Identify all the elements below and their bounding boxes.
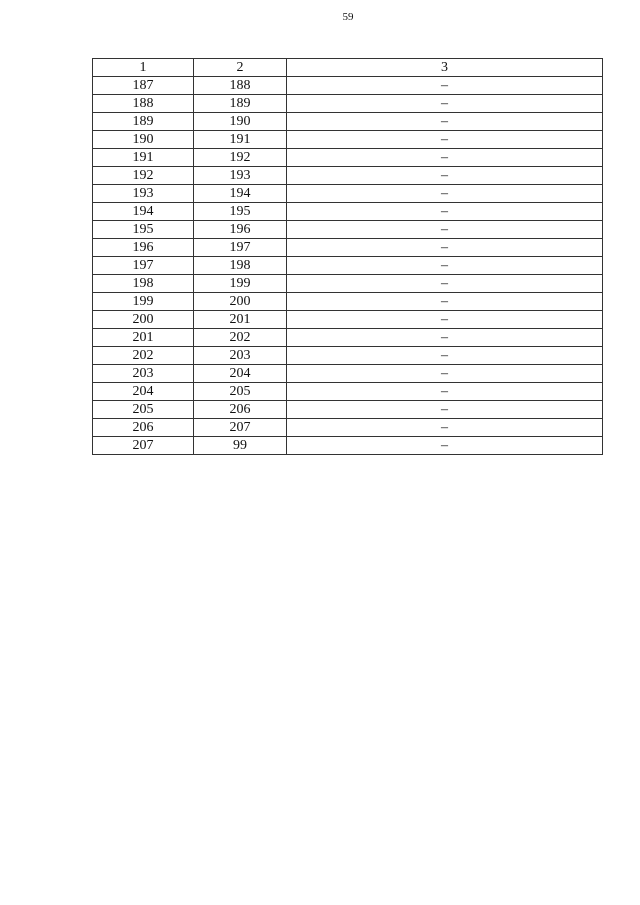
table-cell: 198 [93,275,194,293]
column-header: 3 [287,59,603,77]
table-row [93,365,603,383]
table-cell: – [287,167,603,185]
table-cell: 197 [194,239,287,257]
table-cell: 205 [93,401,194,419]
table-cell: 195 [194,203,287,221]
table-row [93,383,603,401]
table-cell: 195 [93,221,194,239]
table-cell: 192 [93,167,194,185]
table-row [93,221,603,239]
table-row [93,149,603,167]
table-cell: – [287,347,603,365]
table-cell: – [287,239,603,257]
table-row [93,131,603,149]
table-cell: 194 [93,203,194,221]
table-cell: – [287,401,603,419]
table-cell: 190 [93,131,194,149]
table-cell: 199 [93,293,194,311]
table-cell: – [287,131,603,149]
table-cell: 187 [93,77,194,95]
table-row [93,293,603,311]
table-cell: 193 [194,167,287,185]
table-row [93,95,603,113]
table-row [93,347,603,365]
column-header: 1 [93,59,194,77]
table-cell: 201 [194,311,287,329]
data-table [92,58,603,455]
table-cell: 198 [194,257,287,275]
table-cell: 189 [93,113,194,131]
table-cell: 203 [93,365,194,383]
table-cell: 202 [194,329,287,347]
table-cell: 191 [93,149,194,167]
table-cell: – [287,311,603,329]
table-cell: 204 [194,365,287,383]
table-cell: 191 [194,131,287,149]
table-row [93,77,603,95]
table-cell: 200 [93,311,194,329]
table-cell: 196 [194,221,287,239]
table-cell: 199 [194,275,287,293]
table-cell: 201 [93,329,194,347]
table-row [93,167,603,185]
table-cell: – [287,365,603,383]
table-cell: – [287,95,603,113]
table-cell: 193 [93,185,194,203]
table-row [93,275,603,293]
table-cell: – [287,419,603,437]
table-cell: 192 [194,149,287,167]
table-header-row [93,59,603,77]
table-row [93,203,603,221]
table-cell: – [287,185,603,203]
column-header: 2 [194,59,287,77]
table-cell: 190 [194,113,287,131]
table-cell: – [287,77,603,95]
table-cell: 207 [194,419,287,437]
table-row [93,311,603,329]
table-row [93,329,603,347]
page-number: 59 [342,11,354,23]
table-cell: 194 [194,185,287,203]
table-cell: – [287,383,603,401]
table-cell: – [287,329,603,347]
table-cell: 204 [93,383,194,401]
table-row [93,419,603,437]
table-cell: – [287,293,603,311]
table-cell: – [287,203,603,221]
table-cell: – [287,437,603,455]
table-row [93,113,603,131]
table-cell: – [287,275,603,293]
table-cell: 188 [93,95,194,113]
table-cell: – [287,149,603,167]
table-cell: 189 [194,95,287,113]
table-cell: 200 [194,293,287,311]
table-row [93,185,603,203]
table-cell: 202 [93,347,194,365]
table-cell: 188 [194,77,287,95]
table-row [93,437,603,455]
table-cell: – [287,113,603,131]
table-cell: 197 [93,257,194,275]
table-row [93,239,603,257]
table-cell: – [287,221,603,239]
table-cell: 203 [194,347,287,365]
table-cell: 205 [194,383,287,401]
table-row [93,401,603,419]
table-cell: 206 [194,401,287,419]
table-cell: – [287,257,603,275]
table-cell: 196 [93,239,194,257]
table-cell: 206 [93,419,194,437]
table-cell: 207 [93,437,194,455]
table-cell: 99 [194,437,287,455]
table-row [93,257,603,275]
